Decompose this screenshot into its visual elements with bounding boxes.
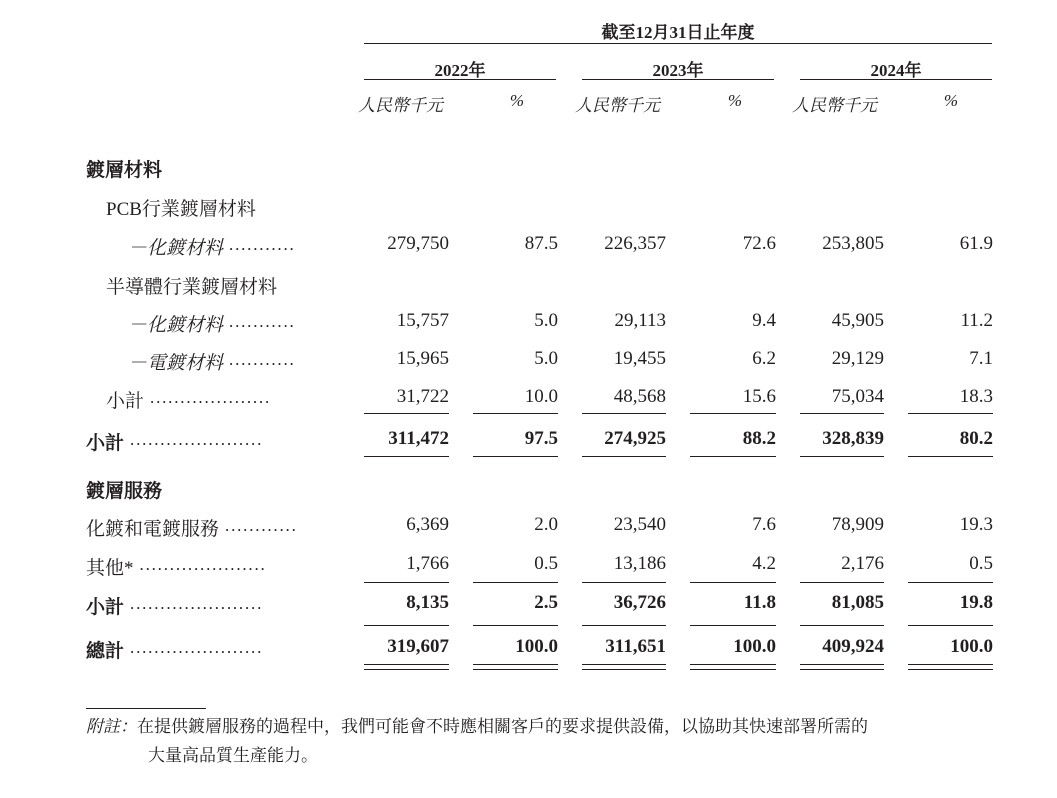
- subtotal-underline: [582, 456, 666, 457]
- amount-cell: 311,472: [388, 428, 449, 449]
- subtotal-rule: [908, 413, 993, 414]
- percent-cell: 10.0: [524, 386, 558, 407]
- total-double-rule: [364, 669, 449, 670]
- row-label-text: 半導體行業鍍層材料: [106, 277, 278, 298]
- amount-cell: 48,568: [613, 386, 666, 407]
- row-label-text: －化鍍材料: [128, 315, 224, 336]
- percent-cell: 87.5: [524, 233, 558, 254]
- total-double-rule: [690, 664, 776, 665]
- unit-percent-2023: %: [727, 91, 742, 110]
- leader-dots: ...........: [229, 350, 296, 369]
- amount-cell: 45,905: [831, 310, 884, 331]
- percent-cell: 100.0: [950, 636, 993, 657]
- percent-cell: 61.9: [959, 233, 993, 254]
- footnote-prefix: 附註：: [86, 717, 137, 736]
- subtotal-rule: [473, 413, 558, 414]
- amount-cell: 226,357: [604, 233, 666, 254]
- subtotal-rule: [690, 413, 776, 414]
- leader-dots: ......................: [130, 430, 264, 449]
- row-label-text: 小計: [106, 391, 145, 412]
- percent-cell: 2.5: [534, 592, 558, 613]
- unit-percent-2022: %: [509, 91, 524, 110]
- footnote-line-2: 大量高品質生產能力。: [148, 746, 318, 765]
- total-double-rule: [908, 669, 993, 670]
- subtotal-rule: [800, 582, 884, 583]
- amount-cell: 409,924: [822, 636, 884, 657]
- subtotal-underline: [473, 456, 558, 457]
- subtotal-underline: [364, 625, 449, 626]
- amount-cell: 15,757: [396, 310, 449, 331]
- amount-cell: 253,805: [822, 233, 884, 254]
- amount-cell: 31,722: [396, 386, 449, 407]
- period-rule: [364, 43, 992, 44]
- row-label: [86, 476, 162, 503]
- amount-cell: 328,839: [822, 428, 884, 449]
- row-label-text: 小計: [86, 597, 125, 618]
- subtotal-underline: [473, 625, 558, 626]
- amount-cell: 36,726: [613, 592, 666, 613]
- subtotal-underline: [800, 625, 884, 626]
- subtotal-underline: [690, 456, 776, 457]
- percent-cell: 88.2: [742, 428, 776, 449]
- leader-dots: ......................: [130, 638, 264, 657]
- percent-cell: 9.4: [752, 310, 776, 331]
- amount-cell: 19,455: [613, 348, 666, 369]
- footnote-line-1: [86, 713, 1006, 741]
- row-label: [86, 428, 124, 455]
- total-double-rule: [800, 664, 884, 665]
- row-label: [128, 310, 223, 337]
- unit-amount-2024: 人民幣千元: [792, 96, 877, 115]
- subtotal-underline: [582, 625, 666, 626]
- percent-cell: 19.3: [959, 514, 993, 535]
- total-double-rule: [473, 669, 558, 670]
- year-rule-2024: [800, 79, 992, 80]
- amount-cell: 2,176: [841, 553, 884, 574]
- row-label: [128, 348, 223, 375]
- unit-percent-2024: %: [943, 91, 958, 110]
- percent-cell: 7.1: [969, 348, 993, 369]
- subtotal-underline: [800, 456, 884, 457]
- row-label: [86, 514, 219, 541]
- row-label-text: －化鍍材料: [128, 238, 224, 259]
- subtotal-rule: [690, 582, 776, 583]
- row-label-text: 化鍍和電鍍服務: [86, 519, 220, 540]
- row-label-text: 鍍層服務: [86, 481, 163, 502]
- leader-dots: ...........: [229, 235, 296, 254]
- amount-cell: 274,925: [604, 428, 666, 449]
- percent-cell: 4.2: [752, 553, 776, 574]
- amount-cell: 8,135: [406, 592, 449, 613]
- row-label-text: －電鍍材料: [128, 353, 224, 374]
- amount-cell: 78,909: [831, 514, 884, 535]
- percent-cell: 100.0: [515, 636, 558, 657]
- subtotal-rule: [582, 413, 666, 414]
- percent-cell: 11.2: [960, 310, 993, 331]
- total-double-rule: [800, 669, 884, 670]
- year-rule-2023: [582, 79, 774, 80]
- subtotal-rule: [582, 582, 666, 583]
- leader-dots: ....................: [150, 388, 272, 407]
- amount-cell: 279,750: [387, 233, 449, 254]
- percent-cell: 11.8: [743, 592, 776, 613]
- year-header-2022: 2022年: [434, 61, 486, 80]
- row-label-text: 鍍層材料: [86, 160, 163, 181]
- percent-cell: 7.6: [752, 514, 776, 535]
- row-label-text: 其他*: [86, 558, 134, 579]
- percent-cell: 72.6: [742, 233, 776, 254]
- leader-dots: ......................: [130, 594, 264, 613]
- percent-cell: 0.5: [969, 553, 993, 574]
- percent-cell: 80.2: [959, 428, 993, 449]
- leader-dots: ............: [225, 516, 298, 535]
- percent-cell: 0.5: [534, 553, 558, 574]
- row-label-text: PCB行業鍍層材料: [106, 199, 256, 220]
- period-header: 截至12月31日止年度: [601, 23, 755, 42]
- subtotal-rule: [908, 582, 993, 583]
- subtotal-underline: [364, 456, 449, 457]
- subtotal-underline: [908, 456, 993, 457]
- amount-cell: 75,034: [831, 386, 884, 407]
- row-label-text: 小計: [86, 433, 125, 454]
- leader-dots: ...........: [229, 312, 296, 331]
- row-label: [86, 553, 134, 580]
- total-double-rule: [364, 664, 449, 665]
- row-label: [86, 592, 124, 619]
- percent-cell: 97.5: [524, 428, 558, 449]
- subtotal-rule: [364, 413, 449, 414]
- amount-cell: 311,651: [605, 636, 666, 657]
- percent-cell: 5.0: [534, 348, 558, 369]
- amount-cell: 6,369: [406, 514, 449, 535]
- row-label: [86, 636, 124, 663]
- subtotal-underline: [908, 625, 993, 626]
- amount-cell: 23,540: [613, 514, 666, 535]
- subtotal-rule: [473, 582, 558, 583]
- total-double-rule: [582, 669, 666, 670]
- row-label-text: 總計: [86, 641, 125, 662]
- year-rule-2022: [364, 79, 556, 80]
- amount-cell: 81,085: [831, 592, 884, 613]
- percent-cell: 19.8: [959, 592, 993, 613]
- footnote-rule: [86, 708, 206, 709]
- amount-cell: 319,607: [387, 636, 449, 657]
- amount-cell: 29,113: [614, 310, 666, 331]
- subtotal-rule: [800, 413, 884, 414]
- percent-cell: 5.0: [534, 310, 558, 331]
- amount-cell: 15,965: [396, 348, 449, 369]
- subtotal-rule: [364, 582, 449, 583]
- row-label: [86, 155, 162, 182]
- total-double-rule: [690, 669, 776, 670]
- unit-amount-2022: 人民幣千元: [358, 96, 443, 115]
- year-header-2023: 2023年: [652, 61, 704, 80]
- total-double-rule: [582, 664, 666, 665]
- leader-dots: .....................: [139, 555, 267, 574]
- amount-cell: 13,186: [613, 553, 666, 574]
- row-label: [106, 272, 277, 299]
- total-double-rule: [473, 664, 558, 665]
- amount-cell: 29,129: [831, 348, 884, 369]
- percent-cell: 100.0: [733, 636, 776, 657]
- row-label: [128, 233, 223, 260]
- footnote-text-1: 在提供鍍層服務的過程中，我們可能會不時應相關客戶的要求提供設備，以協助其快速部署所需的: [137, 717, 868, 736]
- amount-cell: 1,766: [406, 553, 449, 574]
- percent-cell: 18.3: [959, 386, 993, 407]
- percent-cell: 6.2: [752, 348, 776, 369]
- row-label: [106, 386, 144, 413]
- unit-amount-2023: 人民幣千元: [575, 96, 660, 115]
- row-label: [106, 194, 256, 221]
- percent-cell: 15.6: [742, 386, 776, 407]
- total-double-rule: [908, 664, 993, 665]
- subtotal-underline: [690, 625, 776, 626]
- percent-cell: 2.0: [534, 514, 558, 535]
- year-header-2024: 2024年: [870, 61, 922, 80]
